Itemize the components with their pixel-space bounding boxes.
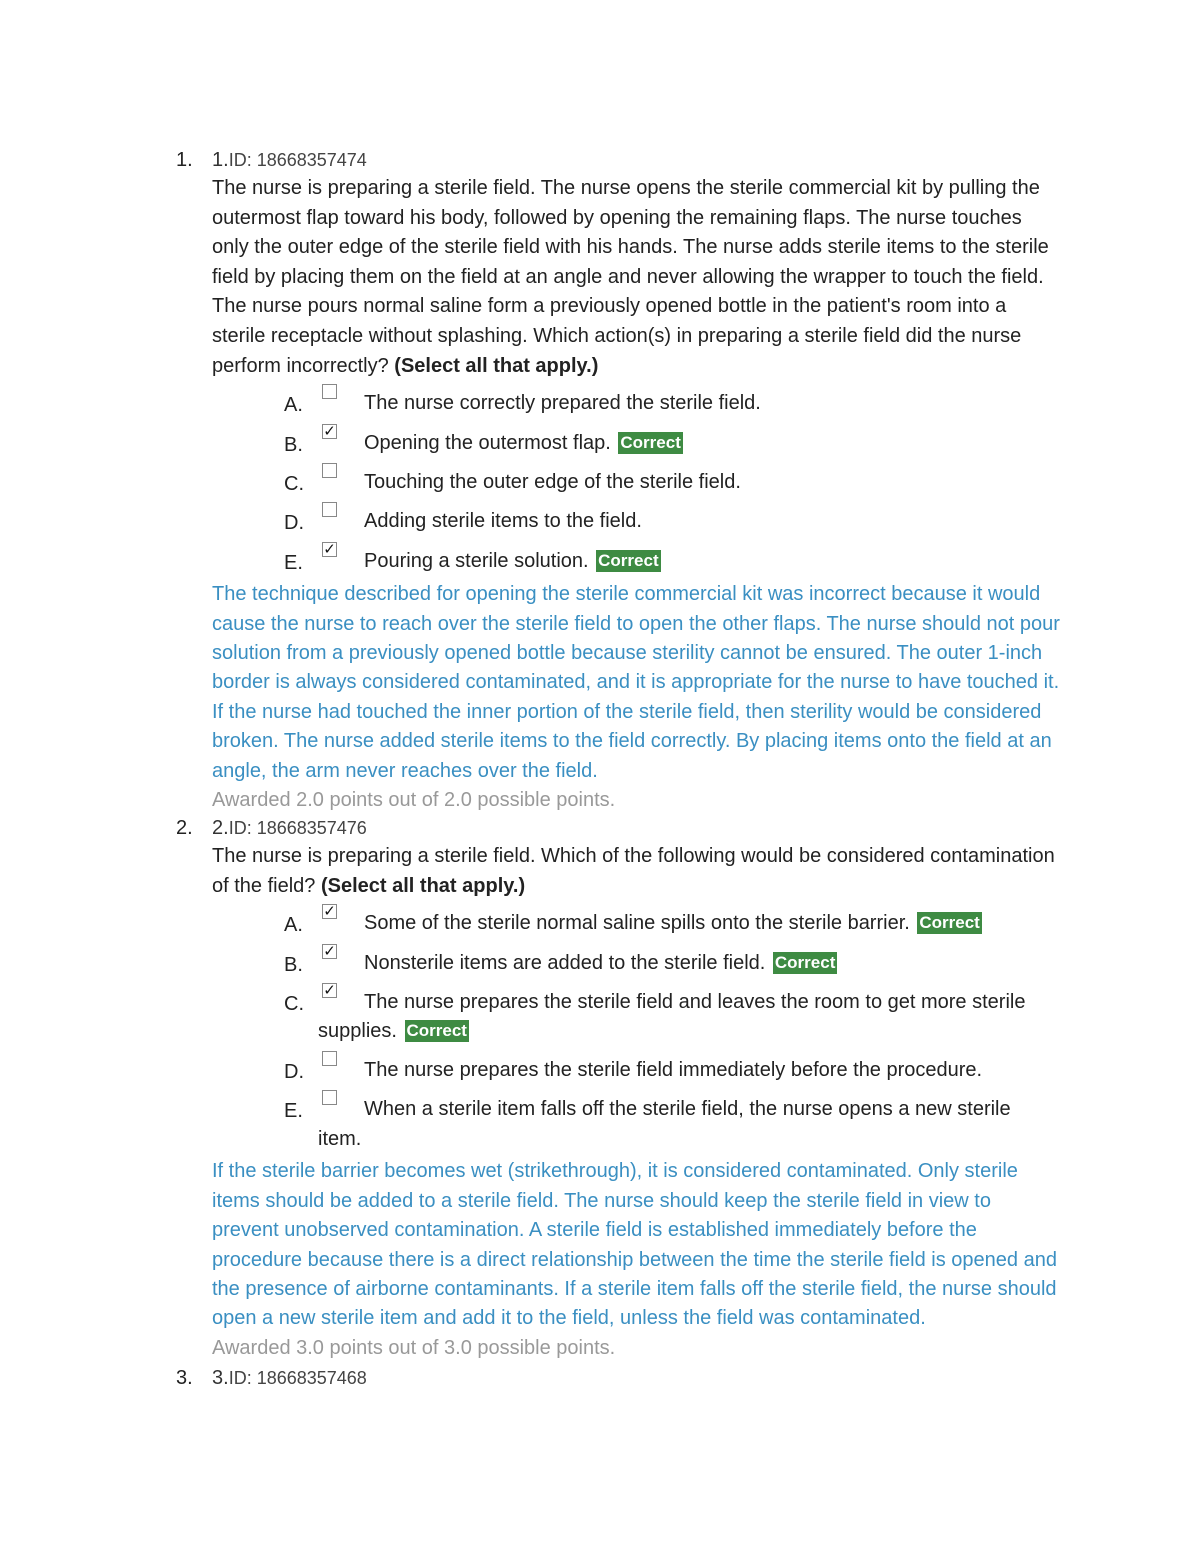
answer-option[interactable] bbox=[212, 943, 1060, 982]
question-id bbox=[212, 816, 1060, 840]
option-letter: A. bbox=[284, 914, 303, 937]
answer-option[interactable] bbox=[212, 1089, 1060, 1157]
checkbox-icon[interactable] bbox=[322, 463, 337, 478]
answer-option[interactable] bbox=[212, 501, 1060, 540]
option-text: When a sterile item falls off the sterile field, the nurse opens a new sterile bbox=[364, 1098, 1011, 1121]
correct-badge: Correct bbox=[598, 550, 659, 570]
checkbox-checked-icon[interactable]: ✓ bbox=[323, 942, 336, 960]
question-id-prefix: 1. bbox=[212, 149, 229, 171]
answer-option[interactable] bbox=[212, 462, 1060, 501]
option-letter: C. bbox=[284, 992, 304, 1015]
option-text: The nurse correctly prepared the sterile field. bbox=[364, 392, 761, 415]
option-text: Touching the outer edge of the sterile field. bbox=[364, 470, 741, 493]
question-number: 3. bbox=[176, 1367, 193, 1389]
correct-badge: Correct bbox=[406, 1021, 467, 1041]
checkbox-icon[interactable] bbox=[322, 1090, 337, 1105]
question-body bbox=[212, 1366, 1060, 1390]
answer-option[interactable] bbox=[212, 423, 1060, 462]
option-text: Nonsterile items are added to the sterile field. bbox=[364, 951, 766, 974]
checkbox-icon[interactable] bbox=[322, 1051, 337, 1066]
option-text: The nurse prepares the sterile field immediately before the procedure. bbox=[364, 1058, 983, 1081]
option-text-continued: item. bbox=[318, 1127, 362, 1150]
answer-option[interactable] bbox=[212, 383, 1060, 422]
question-number: 1. bbox=[176, 149, 193, 171]
answer-option[interactable] bbox=[212, 982, 1060, 1050]
question-id-label: ID: 18668357474 bbox=[228, 150, 367, 170]
question-body bbox=[212, 816, 1060, 1363]
answer-option[interactable] bbox=[212, 1050, 1060, 1089]
question-body bbox=[212, 148, 1060, 815]
answer-options bbox=[212, 903, 1060, 1157]
option-letter: C. bbox=[284, 472, 304, 495]
points-awarded: Awarded 2.0 points out of 2.0 possible points. bbox=[212, 788, 616, 811]
checkbox-checked-icon[interactable]: ✓ bbox=[323, 422, 336, 440]
question-id-label: ID: 18668357476 bbox=[228, 818, 367, 838]
checkbox-checked-icon[interactable]: ✓ bbox=[323, 540, 336, 558]
question-id-label: ID: 18668357468 bbox=[228, 1368, 367, 1388]
correct-badge: Correct bbox=[620, 432, 681, 452]
option-text: Pouring a sterile solution. bbox=[364, 549, 589, 572]
question-text bbox=[212, 174, 1060, 381]
answer-feedback: If the sterile barrier becomes wet (strikethrough), it is considered contaminated. Only sterile items should be added to a sterile field. The nurse should keep the sterile field in view to prevent unobserved contamination. A sterile field is established immediately before the procedure because there is a direct relationship between the time the sterile field is opened and the presence of airborne contaminants. If a sterile item falls off the sterile field, the nurse should open a new sterile item and add it to the field, unless the field was contaminated. bbox=[212, 1160, 1057, 1330]
answer-option[interactable] bbox=[212, 903, 1060, 942]
checkbox-checked-icon[interactable]: ✓ bbox=[323, 981, 336, 999]
option-text: Adding sterile items to the field. bbox=[364, 510, 642, 533]
checkbox-checked-icon[interactable]: ✓ bbox=[323, 903, 336, 921]
question-instruction: (Select all that apply.) bbox=[394, 354, 599, 377]
option-text-continued: supplies. bbox=[318, 1020, 397, 1043]
answer-options bbox=[212, 383, 1060, 580]
option-text: The nurse prepares the sterile field and leaves the room to get more sterile bbox=[364, 990, 1026, 1013]
answer-feedback: The technique described for opening the sterile commercial kit was incorrect because it would cause the nurse to reach over the sterile field to open the other flaps. The nurse should not pour solution from a previously opened bottle because sterility cannot be ensured. The outer 1-inch border is always considered contaminated, and it is appropriate for the nurse to have touched it. If the nurse had touched the inner portion of the sterile field, then sterility would be considered broken. The nurse added sterile items to the field correctly. By placing items onto the field at an angle, the arm never reaches over the field. bbox=[212, 583, 1060, 782]
question-id-prefix: 3. bbox=[212, 1367, 229, 1389]
question-stem: The nurse is preparing a sterile field. Which of the following would be considered contamination of the field? bbox=[212, 845, 1055, 897]
checkbox-icon[interactable] bbox=[322, 384, 337, 399]
option-letter: D. bbox=[284, 1060, 304, 1083]
option-text: Some of the sterile normal saline spills onto the sterile barrier. bbox=[364, 912, 910, 935]
correct-badge: Correct bbox=[774, 952, 836, 972]
question-id-prefix: 2. bbox=[212, 817, 229, 839]
points-awarded: Awarded 3.0 points out of 3.0 possible points. bbox=[212, 1336, 616, 1359]
answer-option[interactable] bbox=[212, 541, 1060, 580]
correct-badge: Correct bbox=[919, 913, 980, 933]
question-id bbox=[212, 1366, 1060, 1390]
option-letter: B. bbox=[284, 433, 303, 456]
option-letter: E. bbox=[284, 1100, 303, 1123]
option-letter: E. bbox=[284, 551, 303, 574]
option-text: Opening the outermost flap. bbox=[364, 431, 611, 454]
question-stem: The nurse is preparing a sterile field. The nurse opens the sterile commercial kit by pulling the outermost flap toward his body, followed by opening the remaining flaps. The nurse touches only the outer edge of the sterile field with his hands. The nurse adds sterile items to the sterile field by placing them on the field at an angle and never allowing the wrapper to touch the field. The nurse pours normal saline form a previously opened bottle in the patient's room into a sterile receptacle without splashing. Which action(s) in preparing a sterile field did the nurse perform incorrectly? bbox=[212, 177, 1049, 377]
option-letter: A. bbox=[284, 394, 303, 417]
option-letter: B. bbox=[284, 953, 303, 976]
checkbox-icon[interactable] bbox=[322, 502, 337, 517]
question-text bbox=[212, 842, 1060, 901]
option-letter: D. bbox=[284, 512, 304, 535]
question-instruction: (Select all that apply.) bbox=[320, 874, 526, 897]
question-number: 2. bbox=[176, 817, 193, 839]
question-id bbox=[212, 148, 1060, 172]
